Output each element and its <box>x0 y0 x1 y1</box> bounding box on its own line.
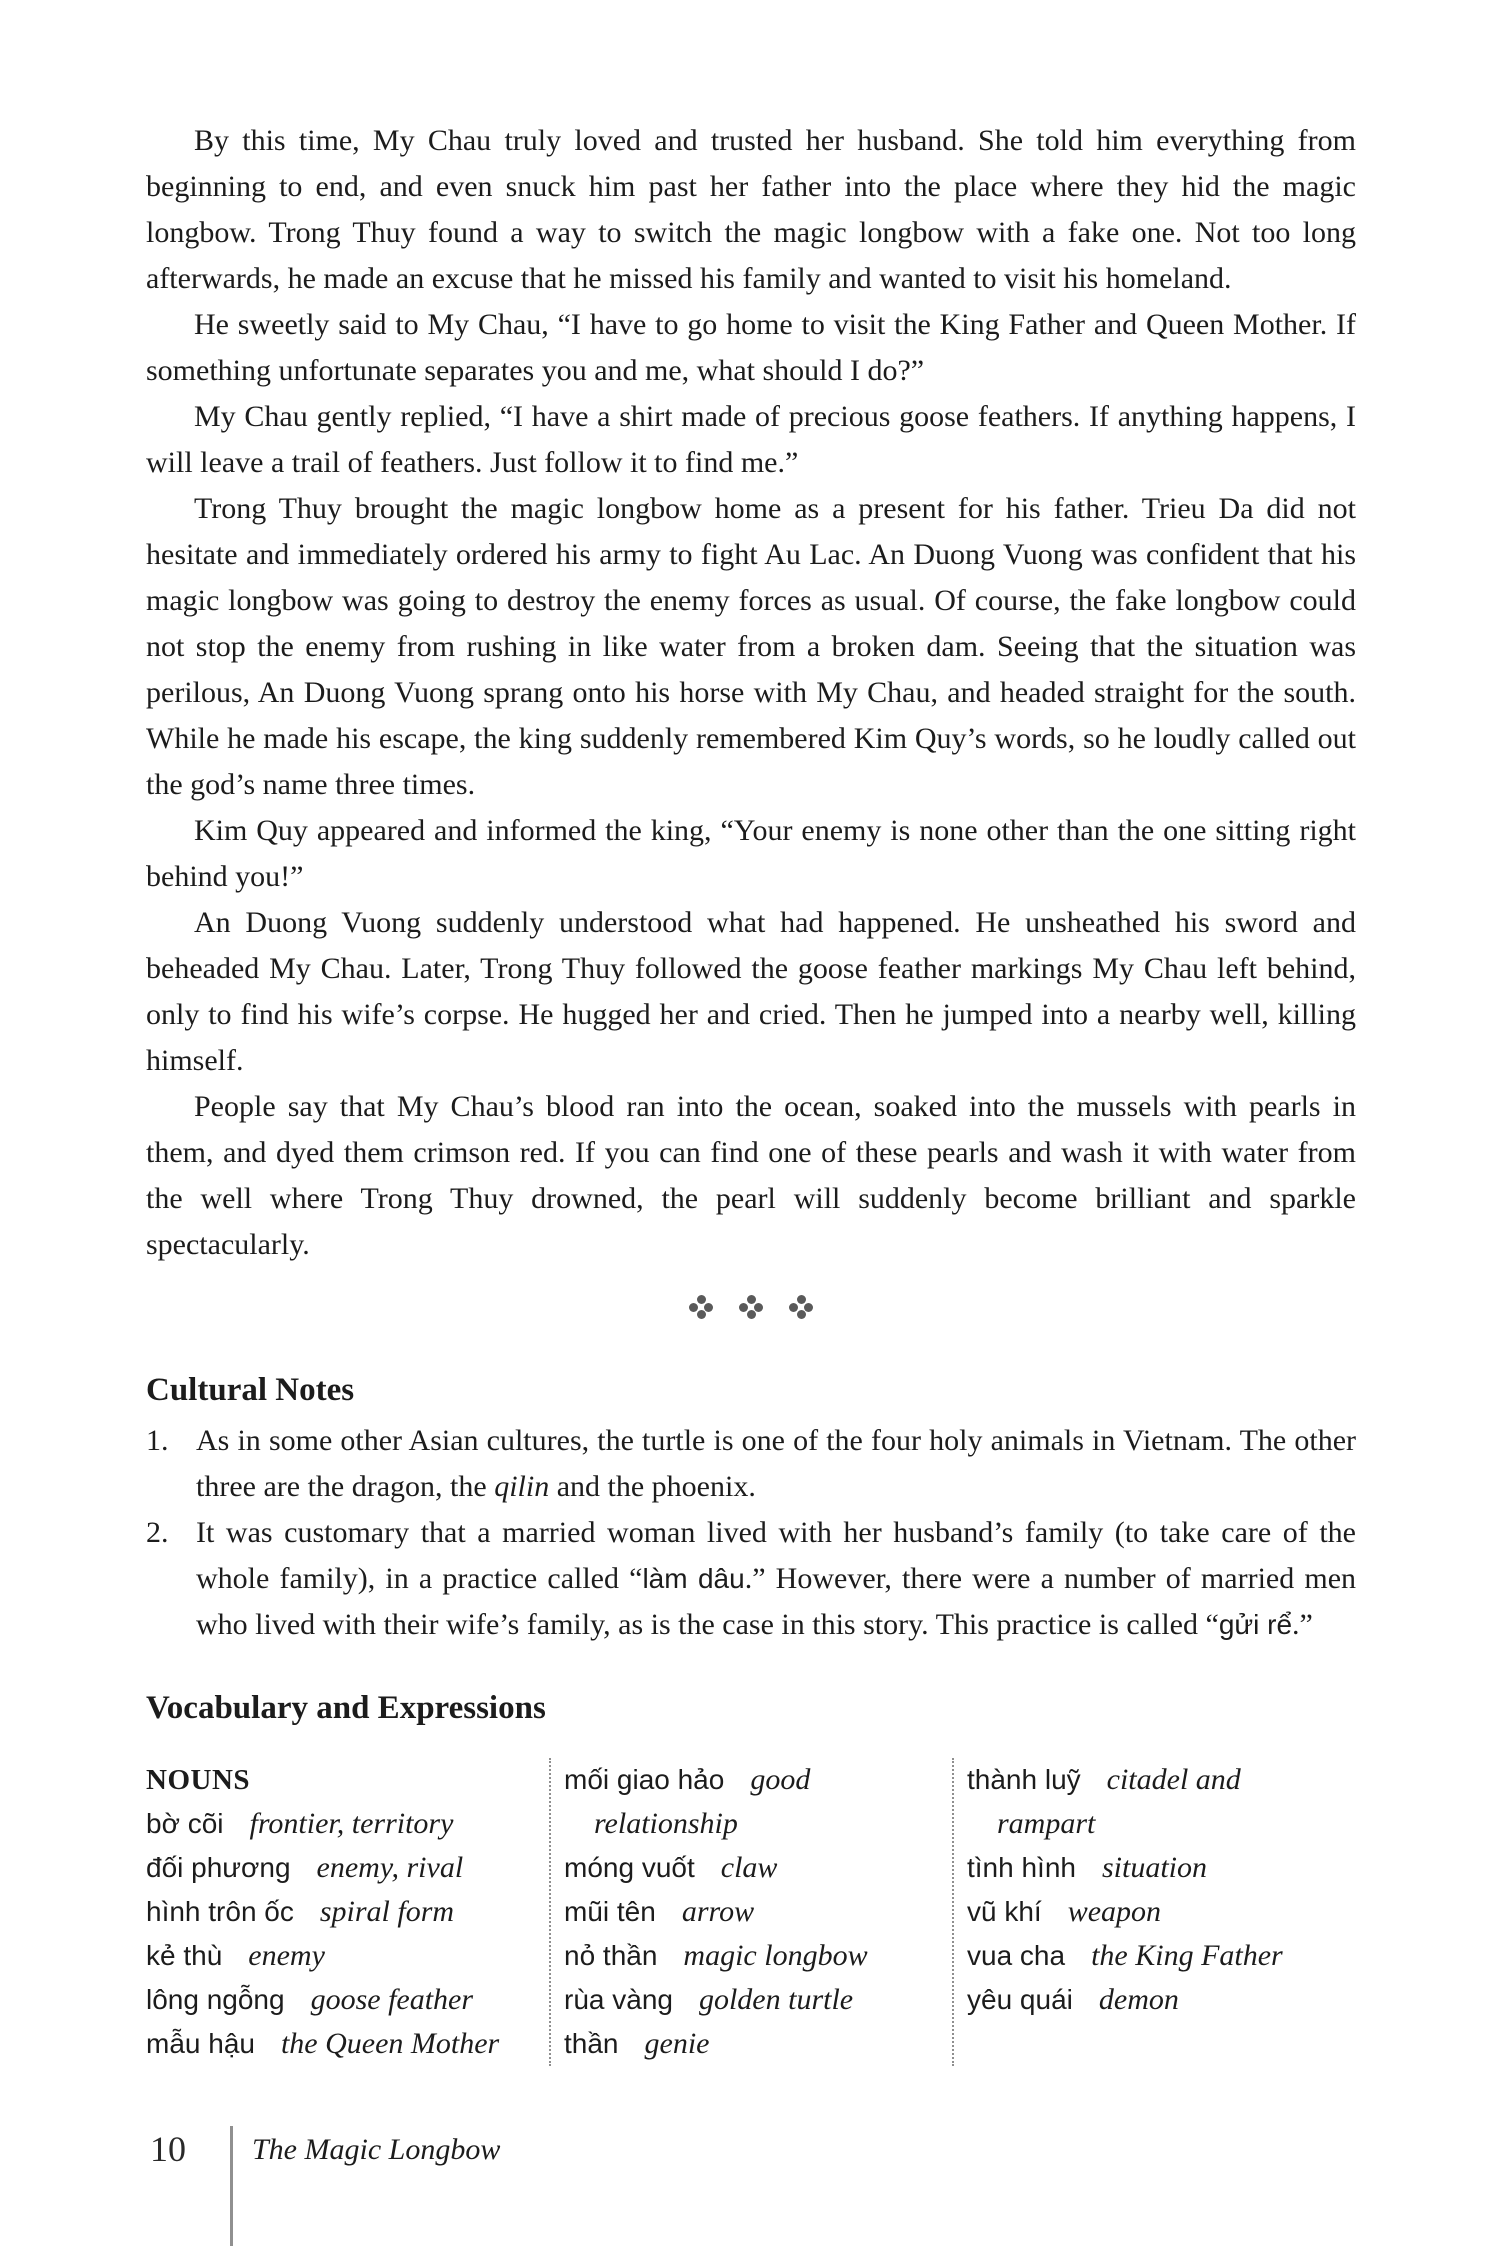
vocab-column <box>146 1758 549 2066</box>
vocab-translation: demon <box>1098 1983 1179 2016</box>
vocab-translation: goose feather <box>310 1983 474 2016</box>
ornament-dot <box>704 1303 713 1312</box>
vocab-term: móng vuốt <box>564 1852 695 1883</box>
cultural-notes-heading: Cultural Notes <box>146 1372 355 1408</box>
flower-ornament-icon <box>739 1295 763 1319</box>
vocab-entry <box>146 1846 537 1890</box>
ornament-dot <box>797 1295 806 1304</box>
vocab-translation: situation <box>1101 1851 1207 1884</box>
story <box>146 118 1356 1268</box>
story-paragraph: My Chau gently replied, “I have a shirt made of precious goose feathers. If anything happens, I will leave a trail of feathers. Just follow it to find me.” <box>146 400 1356 479</box>
vocab-column <box>952 1758 1355 2066</box>
note-text-segment: làm dâu <box>642 1563 745 1594</box>
note-text-segment: It was customary that a married woman lived with her husband’s family (to take care of the whole family), in a practice called “ <box>196 1516 1356 1595</box>
vocab-translation: citadel and rampart <box>997 1763 1241 1840</box>
vocab-entry <box>564 2022 940 2066</box>
vocab-translation: weapon <box>1067 1895 1162 1928</box>
vocab-term: kẻ thù <box>146 1940 223 1971</box>
ornament-dot <box>697 1295 706 1304</box>
note-text <box>196 1510 1356 1648</box>
vocab-entry <box>564 1758 940 1846</box>
vocab-term: mũi tên <box>564 1896 656 1927</box>
vocab-term: tình hình <box>967 1852 1076 1883</box>
vocab-term: rùa vàng <box>564 1984 673 2015</box>
vocab-term: bờ cõi <box>146 1808 224 1839</box>
vocabulary-heading: Vocabulary and Expressions <box>146 1690 546 1726</box>
vocab-term: thành luỹ <box>967 1764 1081 1795</box>
vocab-translation: the Queen Mother <box>280 2027 500 2060</box>
story-paragraph: Kim Quy appeared and informed the king, “Your enemy is none other than the one sitting right behind you!” <box>146 814 1356 893</box>
vocab-translation: good relationship <box>594 1763 811 1840</box>
cultural-note-item <box>146 1418 1356 1510</box>
note-number: 1. <box>146 1424 169 1457</box>
vocab-entry <box>967 1846 1343 1890</box>
note-text-segment: and the phoenix. <box>549 1470 756 1503</box>
vocab-term: yêu quái <box>967 1984 1073 2015</box>
flower-ornament-icon <box>789 1295 813 1319</box>
vocab-entry <box>564 1934 940 1978</box>
vocab-term: hình trôn ốc <box>146 1896 294 1927</box>
ornament-dot <box>804 1303 813 1312</box>
ornament-dot <box>739 1303 748 1312</box>
vocab-translation: enemy, rival <box>316 1851 464 1884</box>
page-number: 10 <box>150 2129 186 2169</box>
footer-divider-rule <box>230 2126 233 2246</box>
ornament-dot <box>747 1310 756 1319</box>
page-content <box>146 118 1356 2066</box>
cultural-note-item <box>146 1510 1356 1648</box>
vocab-entry <box>564 1846 940 1890</box>
vocab-term: mẫu hậu <box>146 2028 255 2059</box>
ornament-dot <box>797 1310 806 1319</box>
note-text-segment: .” <box>1292 1608 1313 1641</box>
story-paragraph: An Duong Vuong suddenly understood what had happened. He unsheathed his sword and beheaded My Chau. Later, Trong Thuy followed the goose feather markings My Chau left behind, only to find his wife’s corpse. He hugged her and cried. Then he jumped into a nearby well, killing himself. <box>146 906 1356 1077</box>
vocab-entry <box>967 1934 1343 1978</box>
vocab-term: mối giao hảo <box>564 1764 725 1795</box>
vocab-entry <box>564 1890 940 1934</box>
ornament-row <box>146 1294 1356 1320</box>
vocab-translation: genie <box>644 2027 710 2060</box>
vocab-entry <box>967 1890 1343 1934</box>
vocab-entry <box>146 1802 537 1846</box>
vocab-term: lông ngỗng <box>146 1984 285 2015</box>
note-text-segment: gửi rể <box>1218 1609 1293 1640</box>
cultural-notes-list <box>146 1418 1356 1648</box>
vocab-entry <box>967 1758 1343 1846</box>
story-paragraph: Trong Thuy brought the magic longbow home as a present for his father. Trieu Da did not hesitate and immediately ordered his army to fight Au Lac. An Duong Vuong was confident that his magic longbow was going to destroy the enemy forces as usual. Of course, the fake longbow could not stop the enemy from rushing in like water from a broken dam. Seeing that the situation was perilous, An Duong Vuong sprang onto his horse with My Chau, and headed straight for the south. While he made his escape, the king suddenly remembered Kim Quy’s words, so he loudly called out the god’s name three times. <box>146 492 1356 801</box>
story-paragraph: By this time, My Chau truly loved and trusted her husband. She told him everything from beginning to end, and even snuck him past her father into the place where they hid the magic longbow. Trong Thuy found a way to switch the magic longbow with a fake one. Not too long afterwards, he made an excuse that he missed his family and wanted to visit his homeland. <box>146 124 1356 295</box>
vocab-translation: frontier, territory <box>249 1807 454 1840</box>
vocab-columns <box>146 1758 1356 2066</box>
flower-ornament-icon <box>689 1295 713 1319</box>
ornament-dot <box>747 1295 756 1304</box>
story-paragraph: People say that My Chau’s blood ran into the ocean, soaked into the mussels with pearls in them, and dyed them crimson red. If you can find one of these pearls and wash it with water from the well where Trong Thuy drowned, the pearl will suddenly become brilliant and sparkle spectacularly. <box>146 1090 1356 1261</box>
vocab-entry <box>146 2022 537 2066</box>
vocab-entry <box>146 1890 537 1934</box>
vocab-term: vua cha <box>967 1940 1066 1971</box>
vocab-translation: magic longbow <box>683 1939 868 1972</box>
ornament-dot <box>697 1310 706 1319</box>
vocab-translation: spiral form <box>319 1895 455 1928</box>
vocab-category-label: NOUNS <box>146 1764 251 1796</box>
vocab-translation: claw <box>720 1851 778 1884</box>
vocab-term: vũ khí <box>967 1896 1042 1927</box>
vocab-term: thần <box>564 2028 619 2059</box>
note-number: 2. <box>146 1516 169 1549</box>
vocab-entry <box>564 1978 940 2022</box>
vocab-term: nỏ thần <box>564 1940 658 1971</box>
vocab-translation: arrow <box>681 1895 755 1928</box>
ornament-dot <box>689 1303 698 1312</box>
vocab-translation: enemy <box>248 1939 325 1972</box>
vocab-entry <box>146 1978 537 2022</box>
vocab-column <box>549 1758 952 2066</box>
note-text-segment: .” However, there were a number of married men who lived with their wife’s family, as is the case in this story. This practice is called “ <box>196 1562 1357 1641</box>
vocab-entry <box>967 1978 1343 2022</box>
note-text-segment: As in some other Asian cultures, the turtle is one of the four holy animals in Vietnam. The other three are the dragon, the <box>196 1424 1356 1503</box>
book-title: The Magic Longbow <box>252 2133 501 2166</box>
ornament-dot <box>789 1303 798 1312</box>
note-text <box>196 1418 1356 1510</box>
ornament-dot <box>754 1303 763 1312</box>
story-paragraph: He sweetly said to My Chau, “I have to go home to visit the King Father and Queen Mother. If something unfortunate separates you and me, what should I do?” <box>146 308 1356 387</box>
vocab-entry <box>146 1934 537 1978</box>
vocab-translation: the King Father <box>1091 1939 1283 1972</box>
vocab-translation: golden turtle <box>698 1983 854 2016</box>
vocab-term: đối phương <box>146 1852 291 1883</box>
note-text-segment: qilin <box>494 1470 550 1503</box>
